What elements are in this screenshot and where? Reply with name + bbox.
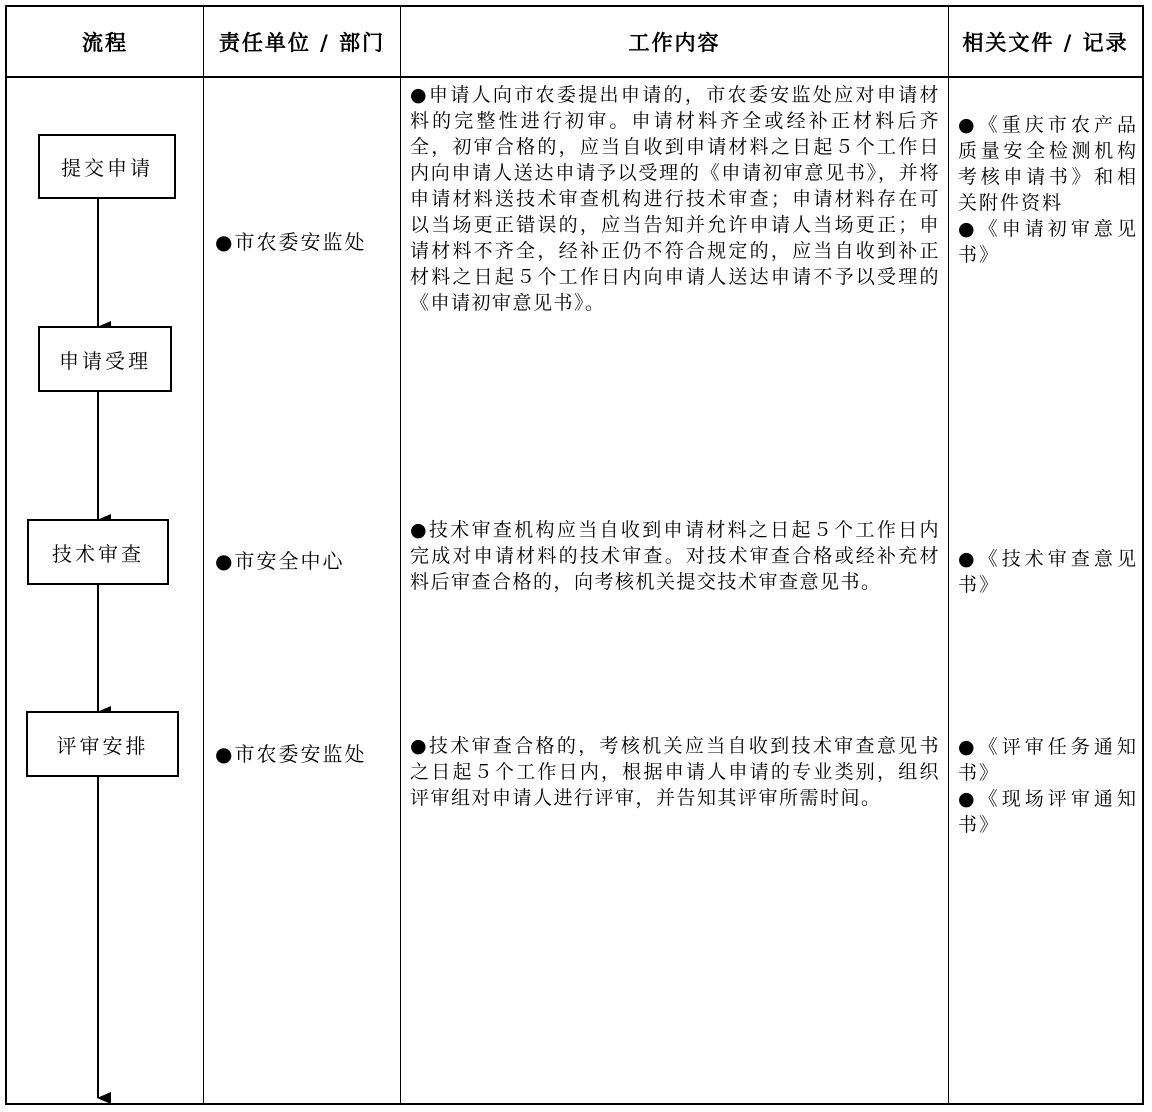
document-item: ●《现场评审通知书》 bbox=[958, 788, 1138, 836]
department-cell: ●市农委安监处 bbox=[215, 742, 367, 766]
flow-step-label: 技术审查 bbox=[52, 541, 144, 566]
documents-cell bbox=[958, 734, 1138, 838]
document-item: ●《评审任务通知书》 bbox=[958, 736, 1138, 784]
document-item: ●《技术审查意见书》 bbox=[958, 548, 1138, 596]
header-department: 责任单位 / 部门 bbox=[218, 30, 386, 55]
work-content-cell: ●技术审查机构应当自收到申请材料之日起５个工作日内完成对申请材料的技术审查。对技术审查合格或经补充材料后审查合格的，向考核机关提交技术审查意见书。 bbox=[410, 519, 940, 593]
work-content-cell: ●技术审查合格的，考核机关应当自收到技术审查意见书之日起５个工作日内，根据申请人申请的专业类别，组织评审组对申请人进行评审，并告知其评审所需时间。 bbox=[410, 735, 940, 809]
flow-step-label: 评审安排 bbox=[56, 733, 149, 758]
work-content-cell: ●申请人向市农委提出申请的，市农委安监处应对申请材料的完整性进行初审。申请材料齐全或经补正材料后齐全，初审合格的，应当自收到申请材料之日起５个工作日内向申请人送达申请予以受理的《申请初审意见书》，并将申请材料送技术审查机构进行技术审查；申请材料存在可以当场更正错误的，应当告知并允许申请人当场更正；申请材料不齐全，经补正仍不符合规定的，应当自收到补正材料之日起５个工作日内向申请人送达申请不予以受理的《申请初审意见书》。 bbox=[410, 84, 940, 314]
department-cell: ●市安全中心 bbox=[215, 549, 345, 573]
header-work-content: 工作内容 bbox=[628, 30, 721, 55]
department-cell: ●市农委安监处 bbox=[215, 230, 367, 254]
documents-cell bbox=[958, 112, 1138, 268]
documents-cell bbox=[958, 546, 1138, 598]
flow-step-label: 申请受理 bbox=[59, 348, 151, 373]
flow-step-label: 提交申请 bbox=[61, 156, 153, 180]
document-item: ●《申请初审意见书》 bbox=[958, 218, 1138, 266]
header-documents: 相关文件 / 记录 bbox=[962, 30, 1129, 55]
document-item: ●《重庆市农产品质量安全检测机构考核申请书》和相关附件资料 bbox=[958, 114, 1138, 214]
header-process: 流程 bbox=[82, 30, 128, 55]
